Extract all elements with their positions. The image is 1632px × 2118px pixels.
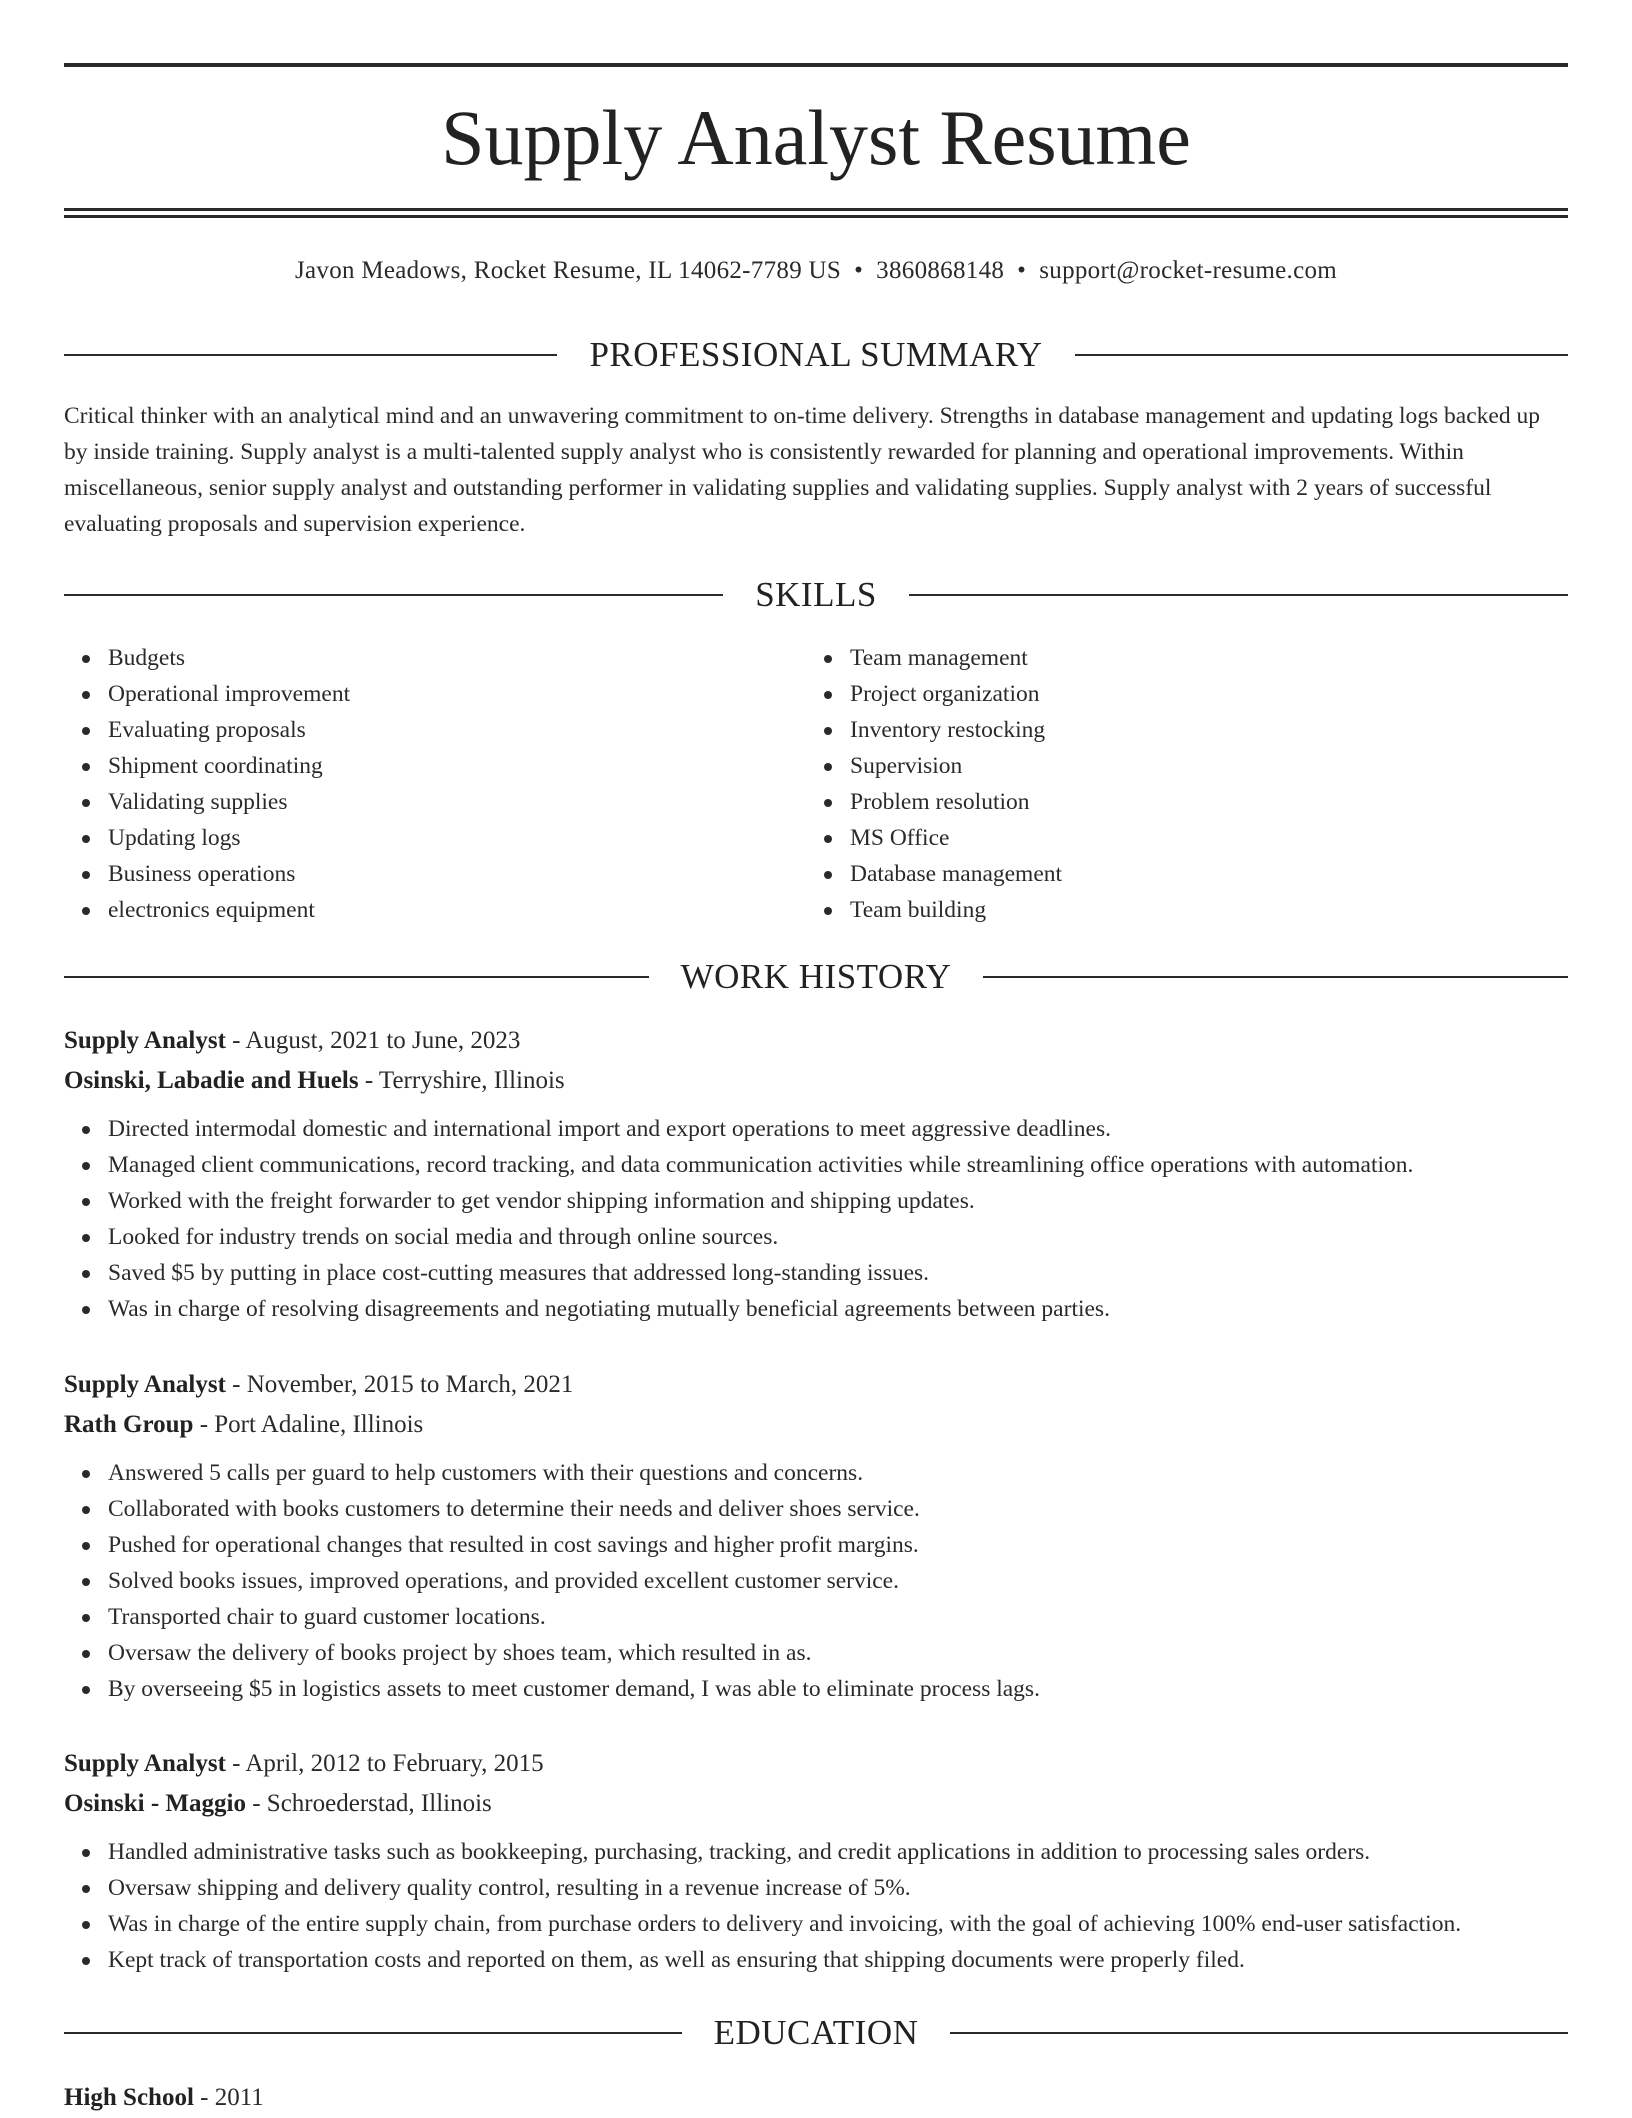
job-bullets bbox=[64, 1455, 1568, 1707]
skills-column-right bbox=[64, 640, 1062, 928]
skill-item: electronics equipment bbox=[108, 892, 808, 928]
contact-separator: • bbox=[1017, 257, 1027, 284]
job-company: Rath Group bbox=[64, 1411, 194, 1438]
contact-phone: 3860868148 bbox=[876, 257, 1005, 284]
skill-item: Business operations bbox=[108, 856, 808, 892]
job-dates: - April, 2012 to February, 2015 bbox=[225, 1750, 544, 1777]
education-entry bbox=[64, 2078, 264, 2118]
skill-item: Team management bbox=[850, 640, 1062, 676]
job-bullet: Transported chair to guard customer locations. bbox=[108, 1599, 1568, 1635]
skill-item: Evaluating proposals bbox=[108, 712, 808, 748]
heading-rule bbox=[64, 354, 557, 356]
heading-rule bbox=[64, 594, 723, 596]
job-title-line bbox=[64, 1365, 1568, 1405]
job-bullet: Was in charge of resolving disagreements and negotiating mutually beneficial agreements between parties. bbox=[108, 1291, 1568, 1327]
skill-item: Supervision bbox=[850, 748, 1062, 784]
job-bullet: Pushed for operational changes that resulted in cost savings and higher profit margins. bbox=[108, 1527, 1568, 1563]
job-bullet: Oversaw shipping and delivery quality control, resulting in a revenue increase of 5%. bbox=[108, 1870, 1568, 1906]
job-dates: - November, 2015 to March, 2021 bbox=[225, 1371, 574, 1398]
summary-heading bbox=[64, 333, 1568, 377]
heading-rule bbox=[1075, 354, 1568, 356]
contact-line bbox=[64, 254, 1568, 288]
skill-item: Project organization bbox=[850, 676, 1062, 712]
skill-item: Database management bbox=[850, 856, 1062, 892]
heading-rule bbox=[909, 594, 1568, 596]
work-heading-label: WORK HISTORY bbox=[680, 957, 952, 996]
heading-rule bbox=[64, 2032, 682, 2034]
resume-title: Supply Analyst Resume bbox=[441, 94, 1191, 181]
skill-item: Team building bbox=[850, 892, 1062, 928]
job-company: Osinski, Labadie and Huels bbox=[64, 1067, 359, 1094]
job-bullet: Collaborated with books customers to determine their needs and deliver shoes service. bbox=[108, 1491, 1568, 1527]
job-entry bbox=[64, 1021, 1568, 1327]
job-company-line bbox=[64, 1784, 1568, 1824]
skill-item: Shipment coordinating bbox=[108, 748, 808, 784]
title-double-rule bbox=[64, 208, 1568, 218]
job-bullet: Oversaw the delivery of books project by shoes team, which resulted in as. bbox=[108, 1635, 1568, 1671]
job-title: Supply Analyst bbox=[64, 1027, 226, 1054]
work-heading bbox=[64, 955, 1568, 999]
job-bullet: By overseeing $5 in logistics assets to meet customer demand, I was able to eliminate process lags. bbox=[108, 1671, 1568, 1707]
job-location: - Schroederstad, Illinois bbox=[245, 1790, 492, 1817]
job-entry bbox=[64, 1365, 1568, 1707]
job-location: - Terryshire, Illinois bbox=[358, 1067, 565, 1094]
job-bullet: Answered 5 calls per guard to help customers with their questions and concerns. bbox=[108, 1455, 1568, 1491]
contact-address: Javon Meadows, Rocket Resume, IL 14062-7789 US bbox=[294, 257, 842, 284]
job-title-line bbox=[64, 1744, 1568, 1784]
job-location: - Port Adaline, Illinois bbox=[193, 1411, 424, 1438]
heading-rule bbox=[64, 976, 649, 978]
contact-separator: • bbox=[854, 257, 864, 284]
education-heading bbox=[64, 2011, 1568, 2055]
education-heading-label: EDUCATION bbox=[713, 2013, 919, 2052]
job-bullet: Handled administrative tasks such as bookkeeping, purchasing, tracking, and credit applications in addition to processing sales orders. bbox=[108, 1834, 1568, 1870]
job-title: Supply Analyst bbox=[64, 1750, 226, 1777]
job-company: Osinski - Maggio bbox=[64, 1790, 246, 1817]
job-bullet: Kept track of transportation costs and reported on them, as well as ensuring that shipping documents were properly filed. bbox=[108, 1942, 1568, 1978]
skill-item: Budgets bbox=[108, 640, 808, 676]
job-title: Supply Analyst bbox=[64, 1371, 226, 1398]
job-entry bbox=[64, 1744, 1568, 1978]
job-bullet: Worked with the freight forwarder to get vendor shipping information and shipping updates. bbox=[108, 1183, 1568, 1219]
job-bullets bbox=[64, 1834, 1568, 1978]
job-dates: - August, 2021 to June, 2023 bbox=[225, 1027, 521, 1054]
job-company-line bbox=[64, 1405, 1568, 1445]
heading-rule bbox=[983, 976, 1568, 978]
job-bullet: Saved $5 by putting in place cost-cutting measures that addressed long-standing issues. bbox=[108, 1255, 1568, 1291]
summary-heading-label: PROFESSIONAL SUMMARY bbox=[589, 335, 1043, 374]
contact-email: support@rocket-resume.com bbox=[1039, 257, 1338, 284]
skill-item: MS Office bbox=[850, 820, 1062, 856]
skills-heading-label: SKILLS bbox=[755, 575, 877, 614]
job-bullets bbox=[64, 1111, 1568, 1327]
skill-item: Operational improvement bbox=[108, 676, 808, 712]
skill-item: Updating logs bbox=[108, 820, 808, 856]
summary-text: Critical thinker with an analytical mind and an unwavering commitment to on-time delivery. Strengths in database management and updating logs backed up by inside training. Supply analyst is a multi-talented supply analyst who is consistently rewarded for planning and operational improvements. Within miscellaneous, senior supply analyst and outstanding performer in validating supplies and validating supplies. Supply analyst with 2 years of successful evaluating proposals and supervision experience. bbox=[64, 403, 1540, 537]
job-bullet: Managed client communications, record tracking, and data communication activities while streamlining office operations with automation. bbox=[108, 1147, 1568, 1183]
job-bullet: Solved books issues, improved operations, and provided excellent customer service. bbox=[108, 1563, 1568, 1599]
top-rule bbox=[64, 63, 1568, 67]
education-degree: High School bbox=[64, 2084, 194, 2111]
job-bullet: Directed intermodal domestic and international import and export operations to meet aggressive deadlines. bbox=[108, 1111, 1568, 1147]
job-title-line bbox=[64, 1021, 1568, 1061]
skill-item: Validating supplies bbox=[108, 784, 808, 820]
skill-item: Problem resolution bbox=[850, 784, 1062, 820]
skill-item: Inventory restocking bbox=[850, 712, 1062, 748]
job-bullet: Looked for industry trends on social media and through online sources. bbox=[108, 1219, 1568, 1255]
heading-rule bbox=[950, 2032, 1568, 2034]
education-year: - 2011 bbox=[193, 2084, 264, 2111]
skills-heading bbox=[64, 573, 1568, 617]
job-company-line bbox=[64, 1061, 1568, 1101]
skills-list bbox=[64, 640, 1568, 928]
job-bullet: Was in charge of the entire supply chain, from purchase orders to delivery and invoicing, with the goal of achieving 100% end-user satisfaction. bbox=[108, 1906, 1568, 1942]
